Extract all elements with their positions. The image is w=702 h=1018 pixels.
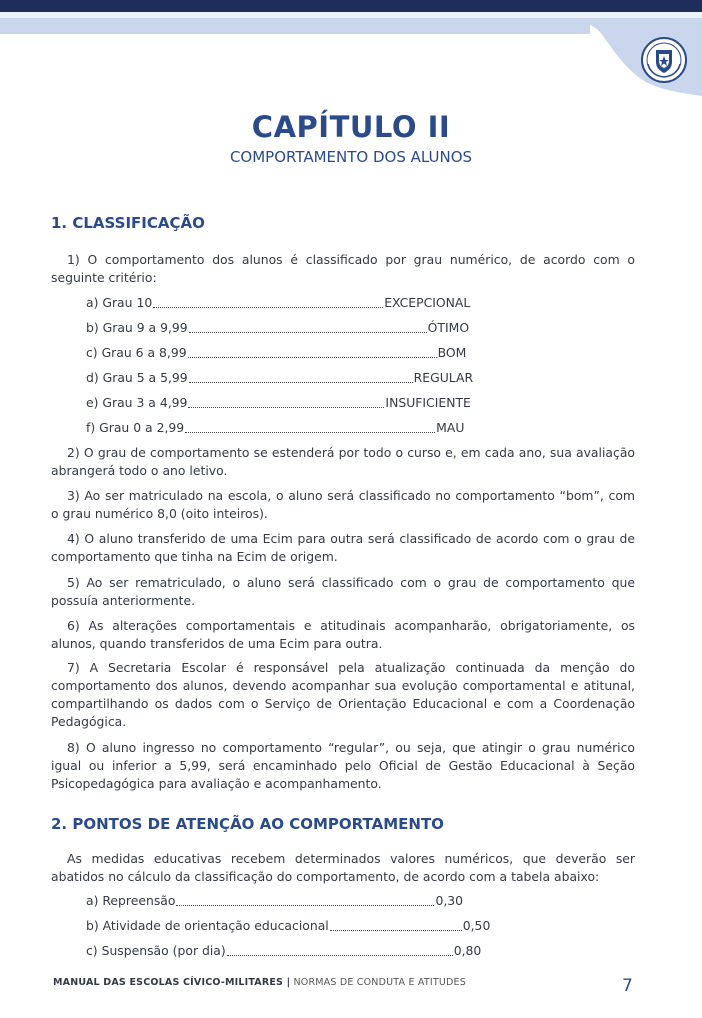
school-crest-icon (640, 36, 688, 84)
grade-value: ÓTIMO (427, 320, 470, 335)
measure-label: b) Atividade de orientação educacional (86, 918, 329, 933)
grade-label: a) Grau 10 (86, 295, 153, 310)
leader-dots (189, 331, 427, 333)
measure-item (86, 942, 481, 960)
grade-value: INSUFICIENTE (385, 395, 471, 410)
footer-manual (53, 977, 466, 988)
paragraph-4: 4) O aluno transferido de uma Ecim para outra será classificado de acordo com o grau de comportamento que tinha na Ecim de origem. (51, 531, 635, 564)
grade-item (86, 419, 464, 437)
measure-value: 0,30 (435, 893, 464, 908)
grade-label: c) Grau 6 a 8,99 (86, 345, 187, 360)
paragraph-7: 7) A Secretaria Escolar é responsável pela atualização continuada da menção do comportamento dos alunos, devendo acompanhar sua evolução comportamental e atitunal, compartilhando os dados com o Serviço de Orientação Educacional e com a Coordenação Pedagógica. (51, 660, 635, 729)
top-band (0, 0, 702, 12)
grade-value: MAU (436, 420, 465, 435)
leader-dots (153, 306, 383, 308)
paragraph-2: 2) O grau de comportamento se estenderá por todo o curso e, em cada ano, sua avaliação abrangerá todo o ano letivo. (51, 445, 635, 478)
grade-item (86, 369, 473, 387)
footer-section: NORMAS DE CONDUTA E ATITUDES (290, 977, 466, 988)
footer-manual-title: MANUAL DAS ESCOLAS CÍVICO-MILITARES | (53, 977, 291, 988)
section-heading-classification: 1. CLASSIFICAÇÃO (51, 214, 205, 232)
leader-dots (227, 954, 453, 956)
leader-dots (176, 904, 434, 906)
leader-dots (185, 431, 435, 433)
measure-value: 0,80 (453, 943, 482, 958)
paragraph-8: 8) O aluno ingresso no comportamento “regular”, ou seja, que atingir o grau numérico igual ou inferior a 5,99, será encaminhado pelo Oficial de Gestão Educacional à Seção Psicopedagógica para avaliação e acompanhamento. (51, 740, 635, 791)
grade-item (86, 344, 466, 362)
measure-value: 0,50 (462, 918, 491, 933)
chapter-subtitle: COMPORTAMENTO DOS ALUNOS (229, 148, 473, 166)
leader-dots (189, 381, 413, 383)
grade-item (86, 394, 471, 412)
grade-value: REGULAR (413, 370, 474, 385)
leader-dots (330, 929, 462, 931)
header-decoration (0, 18, 702, 96)
grade-value: EXCEPCIONAL (384, 295, 471, 310)
leader-dots (188, 356, 437, 358)
grade-label: d) Grau 5 a 5,99 (86, 370, 188, 385)
measure-item (86, 917, 490, 935)
page-number: 7 (622, 976, 633, 996)
chapter-title: CAPÍTULO II (251, 110, 451, 144)
measure-label: a) Repreensão (86, 893, 176, 908)
grade-label: b) Grau 9 a 9,99 (86, 320, 188, 335)
grade-item (86, 319, 469, 337)
section-heading-attention-points: 2. PONTOS DE ATENÇÃO AO COMPORTAMENTO (51, 815, 444, 833)
paragraph-3: 3) Ao ser matriculado na escola, o aluno será classificado no comportamento “bom”, com o grau numérico 8,0 (oito inteiros). (51, 488, 635, 521)
paragraph-1: 1) O comportamento dos alunos é classificado por grau numérico, de acordo com o seguinte critério: (51, 252, 635, 285)
measure-item (86, 892, 463, 910)
grade-label: f) Grau 0 a 2,99 (86, 420, 185, 435)
paragraph-measures-intro: As medidas educativas recebem determinados valores numéricos, que deverão ser abatidos no cálculo da classificação do comportamento, de acordo com a tabela abaixo: (51, 851, 635, 884)
measure-label: c) Suspensão (por dia) (86, 943, 226, 958)
grade-value: BOM (437, 345, 467, 360)
leader-dots (188, 406, 384, 408)
grade-item (86, 294, 470, 312)
paragraph-6: 6) As alterações comportamentais e atitudinais acompanharão, obrigatoriamente, os alunos, quando transferidos de uma Ecim para outra. (51, 618, 635, 651)
paragraph-5: 5) Ao ser rematriculado, o aluno será classificado com o grau de comportamento que possuía anteriormente. (51, 575, 635, 608)
grade-label: e) Grau 3 a 4,99 (86, 395, 188, 410)
